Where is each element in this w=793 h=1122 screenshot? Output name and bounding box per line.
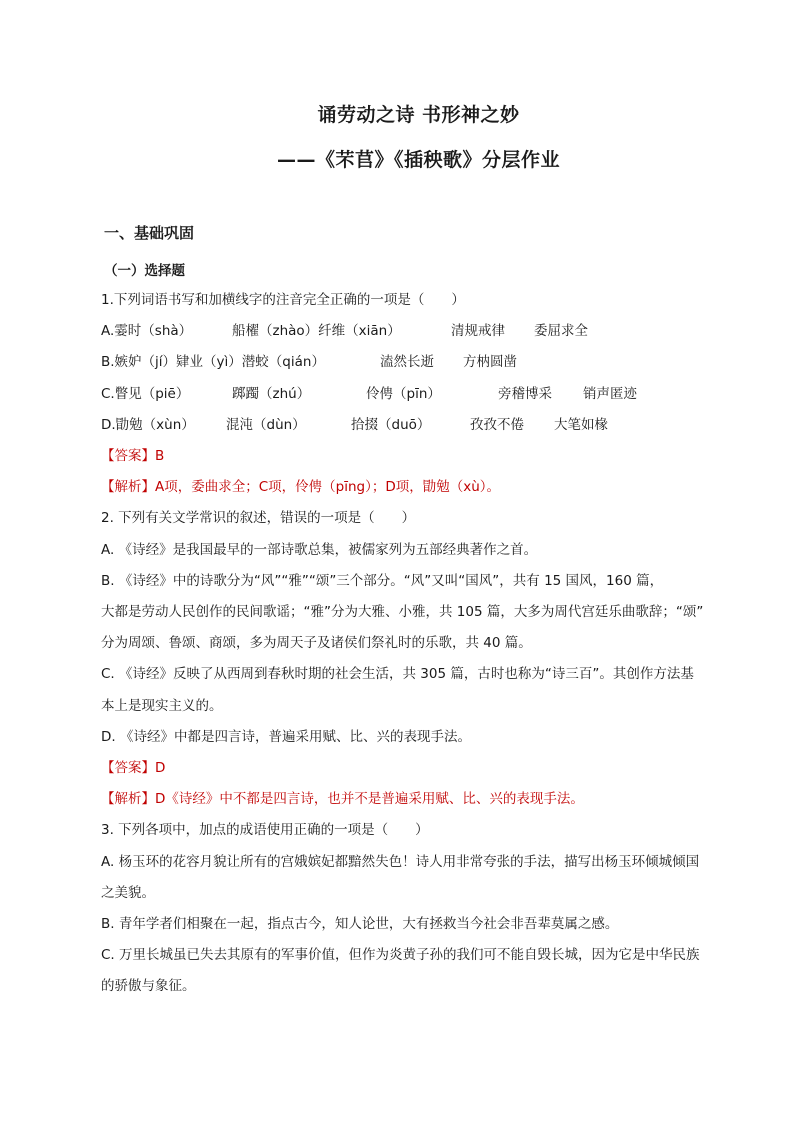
q2-option-b-line1: B. 《诗经》中的诗歌分为“风”“雅”“颂”三个部分。“风”又叫“国风”，共有 15 国风，160 篇， <box>101 573 664 589</box>
section-heading: 一、基础巩固 <box>104 224 195 242</box>
q1-b-part: 溘然长逝 <box>380 354 434 370</box>
q2-option-c-line2: 本上是现实主义的。 <box>101 698 223 714</box>
subsection-heading: （一）选择题 <box>104 263 185 279</box>
page-subtitle: ——《芣苢》《插秧歌》分层作业 <box>276 149 560 171</box>
q2-option-a: A. 《诗经》是我国最早的一部诗歌总集，被儒家列为五部经典著作之首。 <box>101 542 538 558</box>
q2-option-c-line1: C. 《诗经》反映了从西周到春秋时期的社会生活，共 305 篇，古时也称为“诗三百”。其创作方法基 <box>101 666 694 682</box>
answer-value: D <box>155 760 166 776</box>
q2-option-d: D. 《诗经》中都是四言诗，普遍采用赋、比、兴的表现手法。 <box>101 729 471 745</box>
q1-option-b <box>101 353 517 371</box>
q2-answer <box>101 759 165 777</box>
q3-stem: 3. 下列各项中，加点的成语使用正确的一项是（ ） <box>101 822 429 838</box>
analysis-text: A项，委曲求全；C项，伶俜（pīng）；D项，勖勉（xù）。 <box>155 479 501 495</box>
analysis-label: 【解析】 <box>101 791 155 807</box>
q2-option-b-line3: 分为周颂、鲁颂、商颂，多为周天子及诸侯们祭礼时的乐歌，共 40 篇。 <box>101 635 532 651</box>
q1-option-a <box>101 322 588 340</box>
q1-b-part: B.嫉妒（jí）肄业（yì）潜蛟（qián） <box>101 354 325 370</box>
answer-value: B <box>155 448 165 464</box>
q1-stem: 1.下列词语书写和加横线字的注音完全正确的一项是（ ） <box>101 292 465 308</box>
q1-c-part: 踯躅（zhú） <box>232 386 311 402</box>
q1-d-part: 拾掇（duō） <box>351 417 431 433</box>
q1-d-part: 混沌（dùn） <box>226 417 306 433</box>
q1-option-d <box>101 416 608 434</box>
q1-a-part: 船櫂（zhào）纤维（xiān） <box>232 323 401 339</box>
q1-d-part: D.勖勉（xùn） <box>101 417 195 433</box>
q3-option-a-line1: A. 杨玉环的花容月貌让所有的宫娥嫔妃都黯然失色！诗人用非常夸张的手法，描写出杨玉环倾城倾国 <box>101 854 700 870</box>
page-title: 诵劳动之诗 书形神之妙 <box>317 104 520 126</box>
q1-analysis <box>101 478 500 496</box>
q1-a-part: 清规戒律 <box>451 323 505 339</box>
answer-label: 【答案】 <box>101 760 155 776</box>
q1-d-part: 孜孜不倦 <box>470 417 524 433</box>
q1-answer <box>101 447 164 465</box>
q1-b-part: 方枘圆凿 <box>463 354 517 370</box>
q1-c-part: C.瞥见（piē） <box>101 386 190 402</box>
q1-a-part: 委屈求全 <box>534 323 588 339</box>
q1-option-c <box>101 385 637 403</box>
q3-option-a-line2: 之美貌。 <box>101 885 155 901</box>
answer-label: 【答案】 <box>101 448 155 464</box>
q1-c-part: 旁稽博采 <box>498 386 552 402</box>
q2-analysis <box>101 790 584 808</box>
q3-option-b: B. 青年学者们相聚在一起，指点古今，知人论世，大有拯救当今社会非吾辈莫属之感。 <box>101 916 619 932</box>
q3-option-c-line1: C. 万里长城虽已失去其原有的军事价值，但作为炎黄子孙的我们可不能自毁长城，因为它是中华民族 <box>101 947 700 963</box>
q1-a-part: A.霎时（shà） <box>101 323 193 339</box>
q2-option-b-line2: 大都是劳动人民创作的民间歌谣；“雅”分为大雅、小雅，共 105 篇，大多为周代宫廷乐曲歌辞；“颂” <box>101 604 704 620</box>
q2-stem: 2. 下列有关文学常识的叙述，错误的一项是（ ） <box>101 510 416 526</box>
analysis-text: D《诗经》中不都是四言诗，也并不是普遍采用赋、比、兴的表现手法。 <box>155 791 584 807</box>
analysis-label: 【解析】 <box>101 479 155 495</box>
q3-option-c-line2: 的骄傲与象征。 <box>101 978 196 994</box>
q1-c-part: 销声匿迹 <box>583 386 637 402</box>
q1-d-part: 大笔如椽 <box>554 417 608 433</box>
q1-c-part: 伶俜（pīn） <box>366 386 441 402</box>
